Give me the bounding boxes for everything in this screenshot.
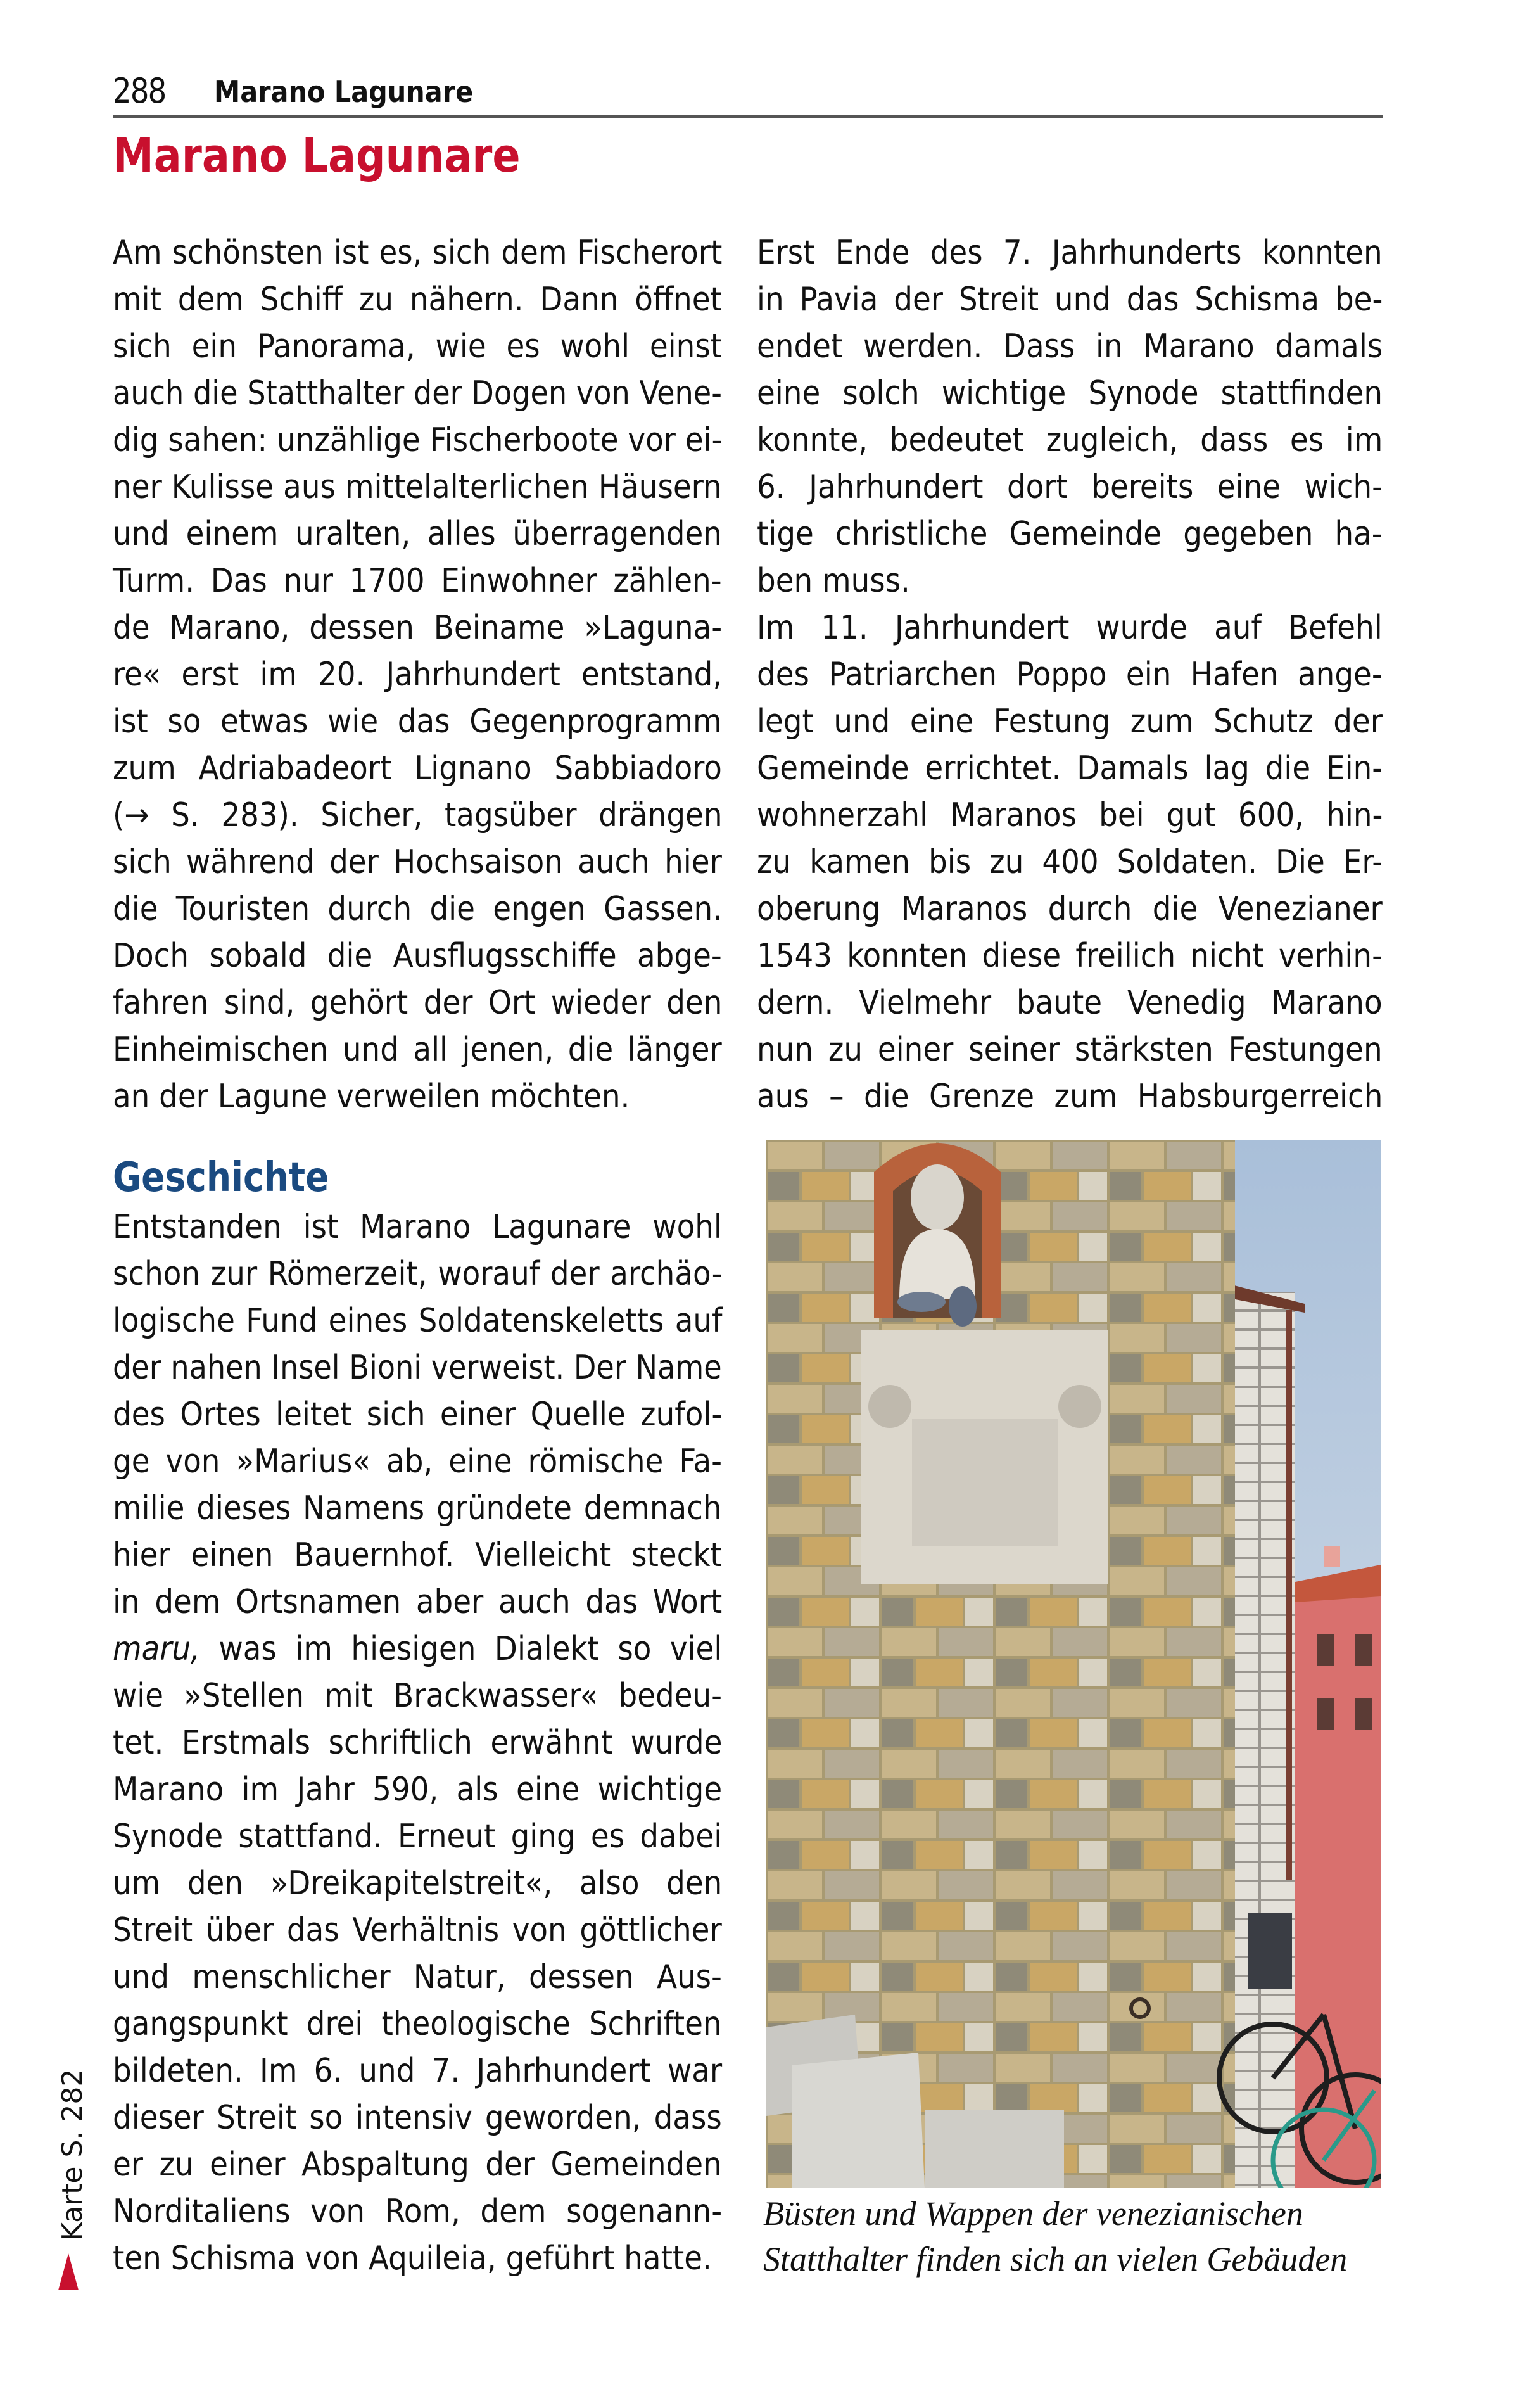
running-head-chapter: Marano Lagunare: [214, 75, 474, 109]
text-line: 1543 konnten diese freilich nicht verhin-: [757, 937, 1383, 975]
text-line: Im 11. Jahrhundert wurde auf Befehl: [757, 609, 1383, 647]
text-line: und menschlicher Natur, dessen Aus-: [113, 1958, 722, 1996]
caption-line: Statthalter finden sich an vielen Gebäuden: [763, 2240, 1348, 2278]
photo-illustration: [766, 1140, 1381, 2188]
section-heading-geschichte: Geschichte: [113, 1154, 329, 1201]
text-line: ge von »Marius« ab, eine römische Fa-: [113, 1443, 723, 1481]
text-line: endet werden. Dass in Marano damals: [757, 328, 1383, 366]
triangle-marker-icon: [58, 2253, 79, 2290]
text-line: tet. Erstmals schriftlich erwähnt wurde: [113, 1724, 723, 1762]
text-line: die Touristen durch die engen Gassen.: [113, 890, 723, 928]
text-line: mit dem Schiff zu nähern. Dann öffnet: [113, 281, 722, 319]
right-column-text: [757, 229, 1383, 1120]
text-line: re« erst im 20. Jahrhundert entstand,: [113, 656, 723, 694]
text-line: Einheimischen und all jenen, die länger: [113, 1031, 722, 1069]
text-line: an der Lagune verweilen möchten.: [113, 1078, 630, 1116]
text-line: Streit über das Verhältnis von göttlicher: [113, 1911, 722, 1949]
map-reference-label[interactable]: Karte S. 282: [56, 2068, 89, 2241]
map-reference-tab[interactable]: [53, 2068, 91, 2290]
text-line: Am schönsten ist es, sich dem Fischerort: [113, 234, 723, 272]
text-line: Marano im Jahr 590, als eine wichtige: [113, 1771, 723, 1809]
text-line: tige christliche Gemeinde gegeben ha-: [757, 515, 1383, 553]
caption-line: Büsten und Wappen der venezianischen: [763, 2195, 1303, 2233]
text-line: aus – die Grenze zum Habsburgerreich: [757, 1078, 1383, 1116]
page-title: Marano Lagunare: [113, 129, 521, 183]
text-line: milie dieses Namens gründete demnach: [113, 1489, 722, 1527]
text-line: logische Fund eines Soldatenskeletts auf: [113, 1302, 723, 1340]
text-line: Entstanden ist Marano Lagunare wohl: [113, 1208, 722, 1246]
text-line: des Patriarchen Poppo ein Hafen ange-: [757, 656, 1383, 694]
paragraph: [757, 229, 1383, 604]
text-line: des Ortes leitet sich einer Quelle zufol-: [113, 1396, 723, 1434]
text-line: konnte, bedeutet zugleich, dass es im: [757, 421, 1383, 459]
text-line: bildeten. Im 6. und 7. Jahrhundert war: [113, 2052, 723, 2090]
text-line: auch die Statthalter der Dogen von Vene-: [113, 374, 722, 412]
text-line: zu kamen bis zu 400 Soldaten. Die Er-: [757, 843, 1383, 881]
photo-caption: [763, 2191, 1390, 2282]
page-number: 288: [113, 71, 166, 111]
text-line: oberung Maranos durch die Venezianer: [757, 890, 1383, 928]
text-line: Synode stattfand. Erneut ging es dabei: [113, 1818, 723, 1856]
text-line: wie »Stellen mit Brackwasser« bedeu-: [113, 1677, 723, 1715]
text-line: nun zu einer seiner stärksten Festungen: [757, 1031, 1383, 1069]
text-line: sich während der Hochsaison auch hier: [113, 843, 722, 881]
history-text: [113, 1204, 722, 2282]
text-line: hier einen Bauernhof. Vielleicht steckt: [113, 1536, 722, 1574]
text-line: de Marano, dessen Beiname »Laguna-: [113, 609, 723, 647]
text-line: Gemeinde errichtet. Damals lag die Ein-: [757, 749, 1383, 787]
text-line: Norditaliens von Rom, dem sogenann-: [113, 2193, 723, 2231]
text-line: dig sahen: unzählige Fischerboote vor ei-: [113, 421, 723, 459]
italic-word: maru,: [113, 1630, 219, 1668]
text-line: gangspunkt drei theologische Schriften: [113, 2005, 722, 2043]
paragraph: [757, 604, 1383, 1120]
text-line: um den »Dreikapitelstreit«, also den: [113, 1864, 723, 1902]
text-line: fahren sind, gehört der Ort wieder den: [113, 984, 723, 1022]
text-line: wohnerzahl Maranos bei gut 600, hin-: [757, 796, 1383, 834]
photo-bust-and-coat-of-arms: [766, 1140, 1381, 2188]
text-line: ben muss.: [757, 562, 910, 600]
text-line: ist so etwas wie das Gegenprogramm: [113, 703, 722, 741]
text-line: sich ein Panorama, wie es wohl einst: [113, 328, 723, 366]
text-line: in dem Ortsnamen aber auch das Wort: [113, 1583, 723, 1621]
text-line: maru, was im hiesigen Dialekt so viel: [113, 1630, 723, 1668]
text-line: eine solch wichtige Synode stattfinden: [757, 374, 1383, 412]
text-line: dieser Streit so intensiv geworden, dass: [113, 2099, 722, 2137]
text-line: und einem uralten, alles überragenden: [113, 515, 722, 553]
text-line: dern. Vielmehr baute Venedig Marano: [757, 984, 1383, 1022]
intro-text: [113, 229, 722, 1120]
text-line: in Pavia der Streit und das Schisma be-: [757, 281, 1383, 319]
text-line: (→ S. 283). Sicher, tagsüber drängen: [113, 796, 723, 834]
text-line: ner Kulisse aus mittelalterlichen Häusern: [113, 468, 722, 506]
text-line: Turm. Das nur 1700 Einwohner zählen-: [113, 562, 722, 600]
text-line: schon zur Römerzeit, worauf der archäo-: [113, 1255, 723, 1293]
text-line: der nahen Insel Bioni verweist. Der Name: [113, 1349, 722, 1387]
text-line: legt und eine Festung zum Schutz der: [757, 703, 1383, 741]
text-line: Erst Ende des 7. Jahrhunderts konnten: [757, 234, 1383, 272]
text-line: 6. Jahrhundert dort bereits eine wich-: [757, 468, 1383, 506]
running-head: [113, 68, 1383, 118]
text-line: er zu einer Abspaltung der Gemeinden: [113, 2146, 722, 2184]
text-line: zum Adriabadeort Lignano Sabbiadoro: [113, 749, 722, 787]
text-line: ten Schisma von Aquileia, geführt hatte.: [113, 2239, 712, 2277]
text-line: Doch sobald die Ausflugsschiffe abge-: [113, 937, 722, 975]
